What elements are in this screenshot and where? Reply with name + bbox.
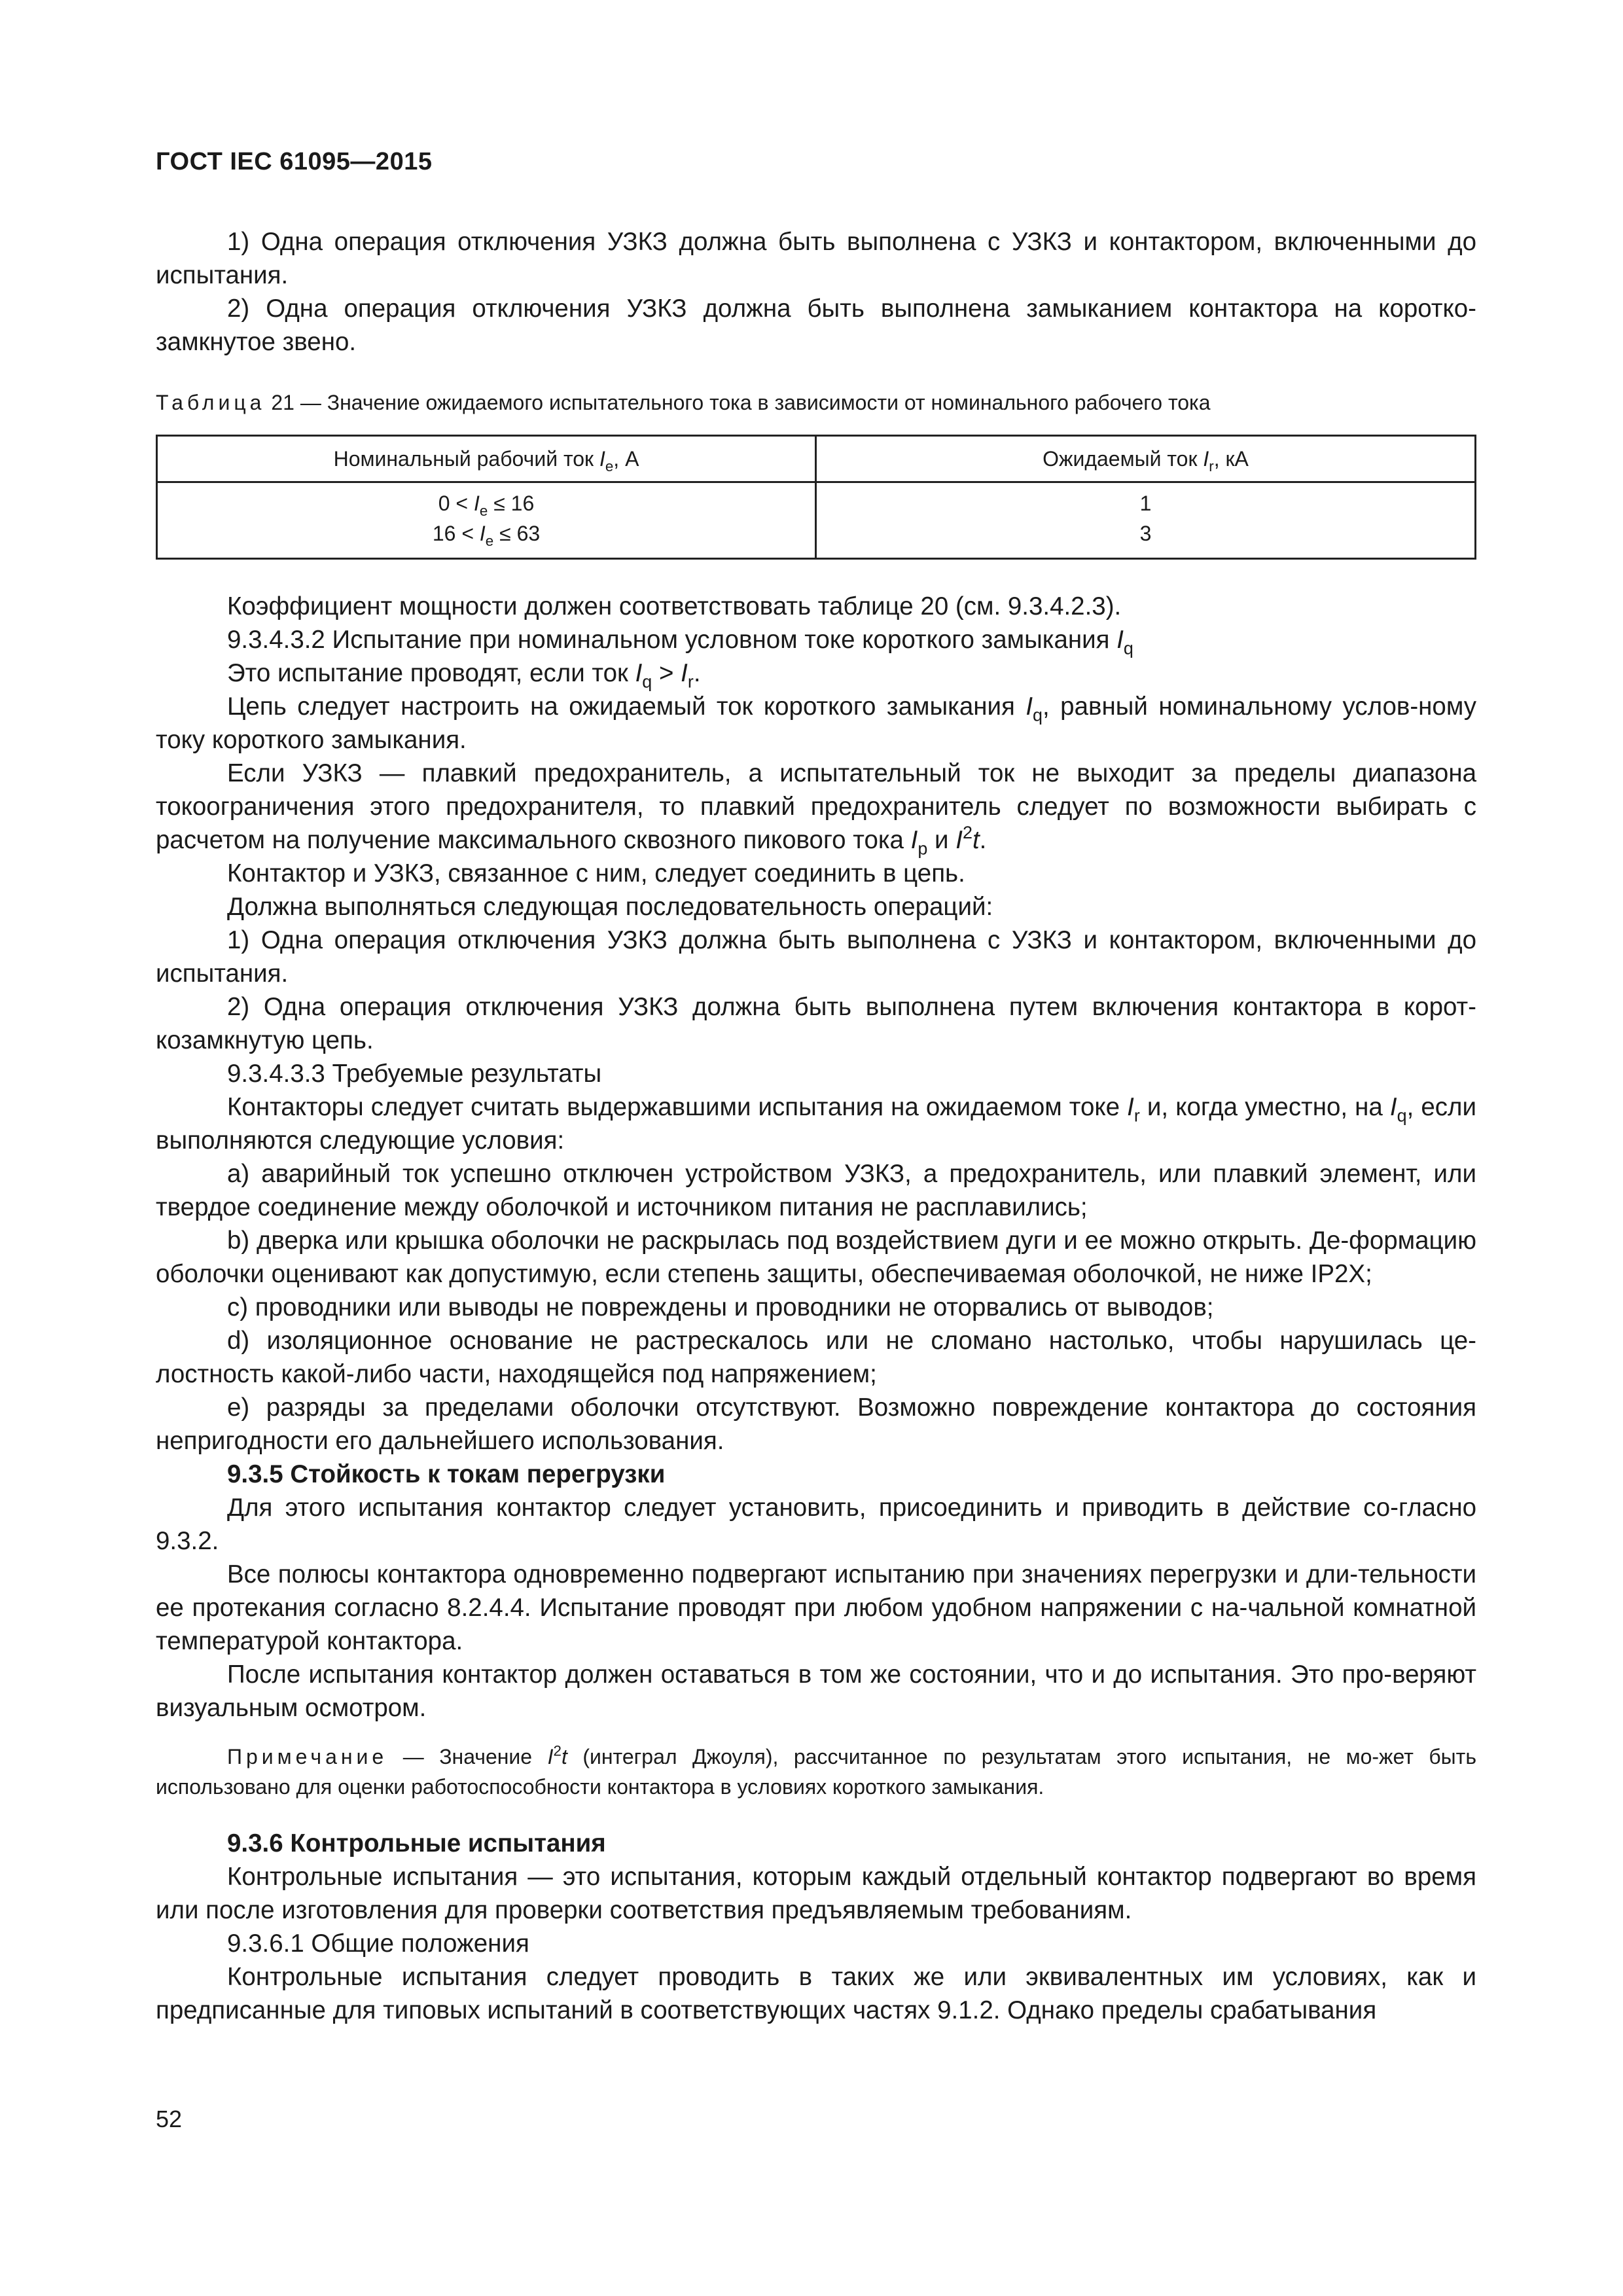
paragraph: Все полюсы контактора одновременно подвергают испытанию при значениях перегрузки и дли-тельности ее протекания согласно 8.2.4.4. Испытание проводят при любом удобном напряжении с на-чальной комнатной температурой контактора.: [156, 1560, 1476, 1655]
table-caption: Таблица 21 — Значение ожидаемого испытательного тока в зависимости от номинального рабочего тока: [156, 391, 1211, 414]
table-row: [157, 482, 1476, 559]
paragraph: Должна выполняться следующая последовательность операций:: [227, 893, 993, 921]
body-text: [156, 225, 1476, 2027]
list-item: b) дверка или крышка оболочки не раскрылась под воздействием дуги и ее можно открыть. Де-формацию оболочки оценивают как допустимую, если степень защиты, обеспечиваемая оболочкой, не ниже IP2X;: [156, 1227, 1476, 1288]
paragraph: Цепь следует настроить на ожидаемый ток короткого замыкания $I_q$, равный номинальному услов-ному току короткого замыкания.: [156, 692, 1476, 754]
table-cell: $0 < I_e \le 16$ $16 < I_e \le 63$: [157, 482, 816, 559]
paragraph: Контактор и УЗКЗ, связанное с ним, следует соединить в цепь.: [227, 859, 965, 888]
table-header-cell: Ожидаемый ток $I_r$, кА: [816, 436, 1476, 482]
note-label: Примечание: [227, 1745, 388, 1768]
paragraph: Это испытание проводят, если ток $I_q > I_r$.: [227, 659, 701, 692]
paragraph: Для этого испытания контактор следует установить, присоединить и приводить в действие со-гласно 9.3.2.: [156, 1494, 1476, 1555]
paragraph: 2) Одна операция отключения УЗКЗ должна быть выполнена путем включения контактора в корот-козамкнутую цепь.: [156, 993, 1476, 1054]
paragraph: Контрольные испытания — это испытания, которым каждый отдельный контактор подвергают во время или после изготовления для проверки соответствия предъявляемым требованиям.: [156, 1863, 1476, 1924]
paragraph: 1) Одна операция отключения УЗКЗ должна быть выполнена с УЗКЗ и контактором, включенными до испытания.: [156, 926, 1476, 988]
list-item: с) проводники или выводы не повреждены и проводники не оторвались от выводов;: [227, 1293, 1214, 1321]
table-21: [156, 435, 1476, 560]
paragraph: После испытания контактор должен оставаться в том же состоянии, что и до испытания. Это про-веряют визуальным осмотром.: [156, 1660, 1476, 1722]
note: Примечание — Значение $I^2t$ (интеграл Джоуля), рассчитанное по результатам этого испытания, не мо-жет быть использовано для оценки работоспособности контактора в условиях короткого замыкания.: [156, 1742, 1477, 1799]
table-cell: 1 3: [816, 482, 1476, 559]
list-item: а) аварийный ток успешно отключен устройством УЗКЗ, а предохранитель, или плавкий элемент, или твердое соединение между оболочкой и источником питания не расплавились;: [156, 1160, 1476, 1221]
page-number: 52: [156, 2106, 183, 2132]
section-heading: 9.3.5 Стойкость к токам перегрузки: [227, 1460, 666, 1488]
section-heading: 9.3.6 Контрольные испытания: [227, 1829, 606, 1857]
paragraph: Контакторы следует считать выдержавшими испытания на ожидаемом токе $I_r$ и, когда уместно, на $I_q$, если выполняются следующие условия:: [156, 1093, 1477, 1155]
table-header-cell: Номинальный рабочий ток $I_e$, А: [157, 436, 816, 482]
paragraph: 9.3.4.3.3 Требуемые результаты: [227, 1060, 602, 1088]
paragraph: Контрольные испытания следует проводить в таких же или эквивалентных им условиях, как и предписанные для типовых испытаний в соответствующих частях 9.1.2. Однако пределы срабатывания: [156, 1963, 1476, 2024]
list-item: е) разряды за пределами оболочки отсутствуют. Возможно повреждение контактора до состояния непригодности его дальнейшего использования.: [156, 1393, 1476, 1455]
paragraph: 1) Одна операция отключения УЗКЗ должна быть выполнена с УЗКЗ и контактором, включенными до испытания.: [156, 228, 1476, 289]
list-item: d) изоляционное основание не растрескалось или не сломано настолько, чтобы нарушилась це-лостность какой-либо части, находящейся под напряжением;: [156, 1327, 1476, 1388]
table-label: Таблица: [156, 391, 266, 414]
paragraph: 9.3.4.3.2 Испытание при номинальном условном токе короткого замыкания $I_q$: [227, 626, 1133, 658]
paragraph: 2) Одна операция отключения УЗКЗ должна быть выполнена замыканием контактора на коротко-замкнутое звено.: [156, 295, 1476, 356]
paragraph: 9.3.6.1 Общие положения: [227, 1929, 529, 1958]
document-header: ГОСТ IEC 61095—2015: [156, 148, 433, 175]
paragraph: Коэффициент мощности должен соответствовать таблице 20 (см. 9.3.4.2.3).: [227, 592, 1122, 620]
paragraph: Если УЗКЗ — плавкий предохранитель, а испытательный ток не выходит за пределы диапазона токоограничения этого предохранителя, то плавкий предохранитель следует по возможности выбирать с расчетом на получение максимального сквозного пикового тока $I_p$ и $I^2t$.: [156, 759, 1476, 859]
table-header-row: [157, 436, 1476, 482]
